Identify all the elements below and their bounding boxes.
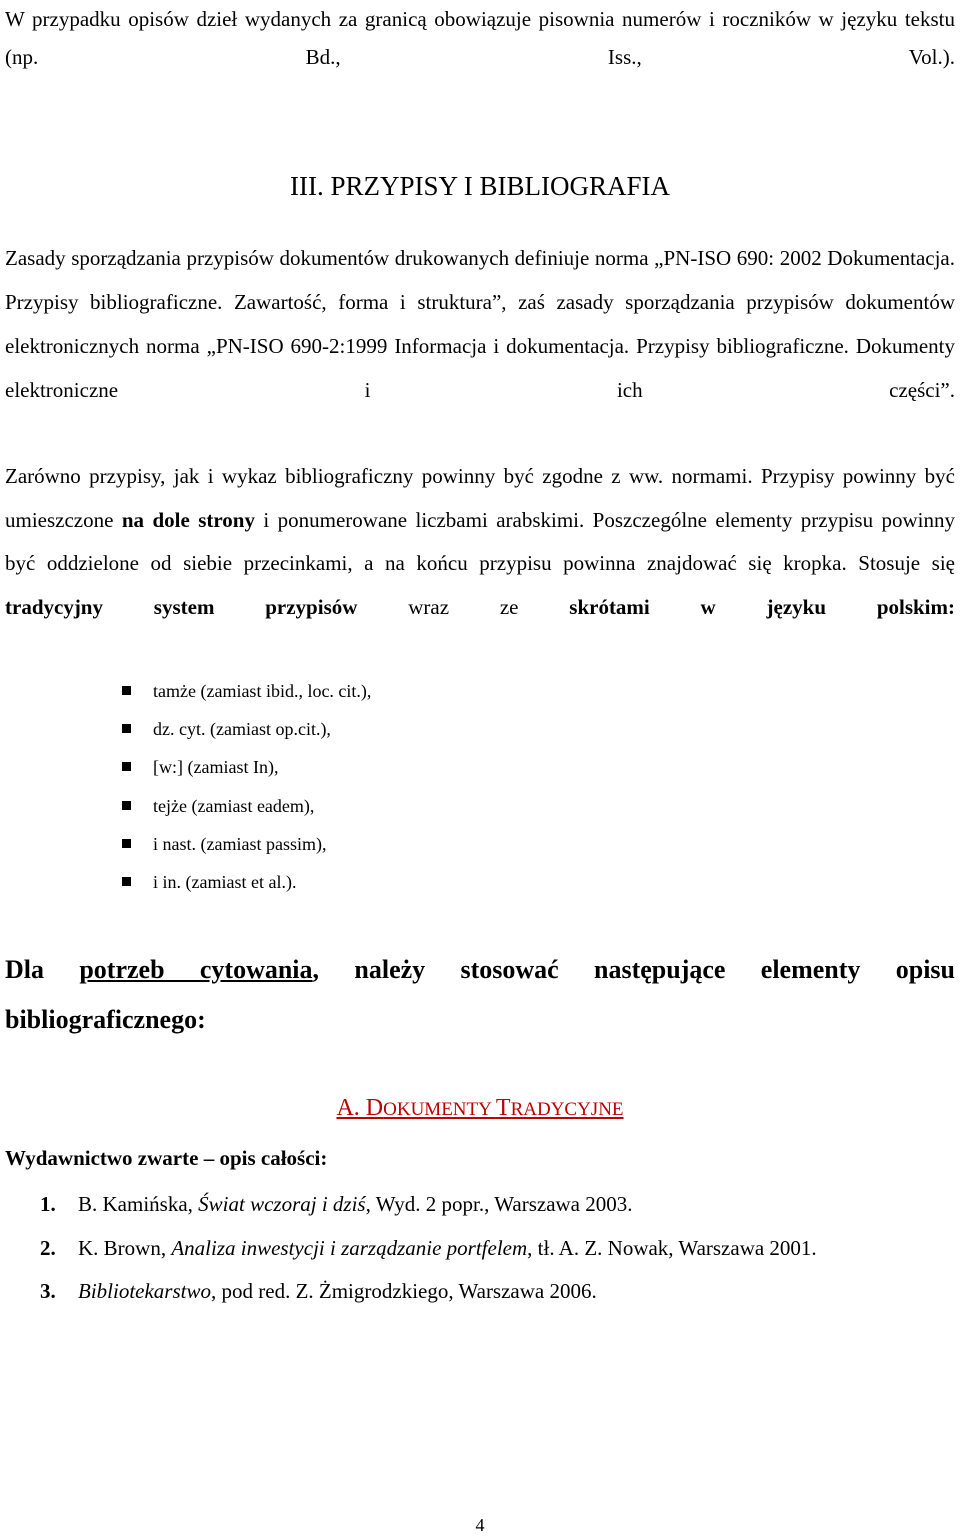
intro-text: W przypadku opisów dzieł wydanych za granicą obowiązuje pisownia numerów i roczników w języku tekstu (np. Bd., Iss., Vol.). (5, 7, 955, 69)
list-item: tejże (zamiast eadem), (122, 791, 371, 829)
rules-text-3: wraz ze (357, 594, 570, 619)
reference-title: Analiza inwestycji i zarządzanie portfelem (171, 1235, 528, 1260)
subheading-after: opis całości: (214, 1146, 328, 1170)
reference-list (40, 1183, 956, 1314)
norms-paragraph (5, 236, 955, 456)
rules-bold-2: tradycyjny system przypisów (5, 594, 358, 619)
list-item: dz. cyt. (zamiast op.cit.), (122, 714, 371, 752)
reference-number: 2. (40, 1235, 56, 1260)
reference-number: 1. (40, 1192, 56, 1216)
section-a-word1-rest: OKUMENTY (383, 1099, 496, 1120)
abbreviation-list (122, 676, 371, 905)
subheading-before: Wydawnictwo zwarte (5, 1146, 204, 1170)
rules-paragraph (5, 455, 955, 673)
list-item: i nast. (zamiast passim), (122, 829, 371, 867)
subheading (5, 1143, 327, 1173)
rules-bold-3: skrótami w języku polskim: (569, 594, 955, 619)
section-iii-heading: III. PRZYPISY I BIBLIOGRAFIA (289, 171, 670, 201)
reference-title: Bibliotekarstwo (78, 1279, 211, 1303)
reference-item (40, 1227, 956, 1271)
citation-heading-after: , należy stosować następujące elementy opisu bibliograficznego: (5, 955, 956, 1034)
citation-heading (5, 945, 955, 1095)
norms-text: Zasady sporządzania przypisów dokumentów drukowanych definiuje norma „PN-ISO 690: 2002 Dokumentacja. Przypisy bibliograficzne. Zawartość, forma i struktura”, zaś zasady sporządzania przypisów dokumentów elektronicznych norma „PN-ISO 690-2:1999 Informacja i dokumentacja. Przypisy bibliograficzne. Dokumenty elektroniczne i ich części”. (5, 246, 955, 402)
reference-rest: , pod red. Z. Żmigrodzkiego, Warszawa 2006. (211, 1279, 597, 1303)
reference-title: Świat wczoraj i dziś (198, 1192, 366, 1216)
citation-heading-before: Dla (5, 955, 80, 984)
intro-paragraph (5, 0, 955, 114)
reference-item (40, 1183, 956, 1227)
reference-item (40, 1270, 956, 1314)
citation-heading-underlined: potrzeb cytowania (79, 955, 313, 984)
page-number: 4 (475, 1515, 485, 1535)
section-a-word2-first: T (495, 1095, 511, 1121)
section-a-word2-rest: RADYCYJNE (510, 1099, 624, 1120)
list-item: i in. (zamiast et al.). (122, 867, 371, 905)
reference-rest: , Wyd. 2 popr., Warszawa 2003. (365, 1192, 633, 1216)
section-a-letter: A. D (336, 1095, 384, 1121)
reference-number: 3. (40, 1279, 56, 1303)
list-item: tamże (zamiast ibid., loc. cit.), (122, 676, 371, 714)
reference-author: B. Kamińska, (78, 1192, 199, 1216)
list-item: [w:] (zamiast In), (122, 752, 371, 790)
reference-rest: , tł. A. Z. Nowak, Warszawa 2001. (527, 1235, 817, 1260)
rules-text-1: Zarówno przypisy, jak i wykaz bibliograficzny powinny być zgodne z ww. normami. Przypisy powinny być umieszczone (5, 464, 955, 532)
reference-author: K. Brown, (78, 1235, 172, 1260)
section-a-heading (0, 1092, 960, 1126)
subheading-dash: – (203, 1146, 215, 1170)
rules-bold-1: na dole strony (121, 507, 255, 532)
rules-text-2: i ponumerowane liczbami arabskimi. Poszczególne elementy przypisu powinny być oddzielone od siebie przecinkami, a na końcu przypisu powinna znajdować się kropka. Stosuje się (5, 507, 955, 575)
